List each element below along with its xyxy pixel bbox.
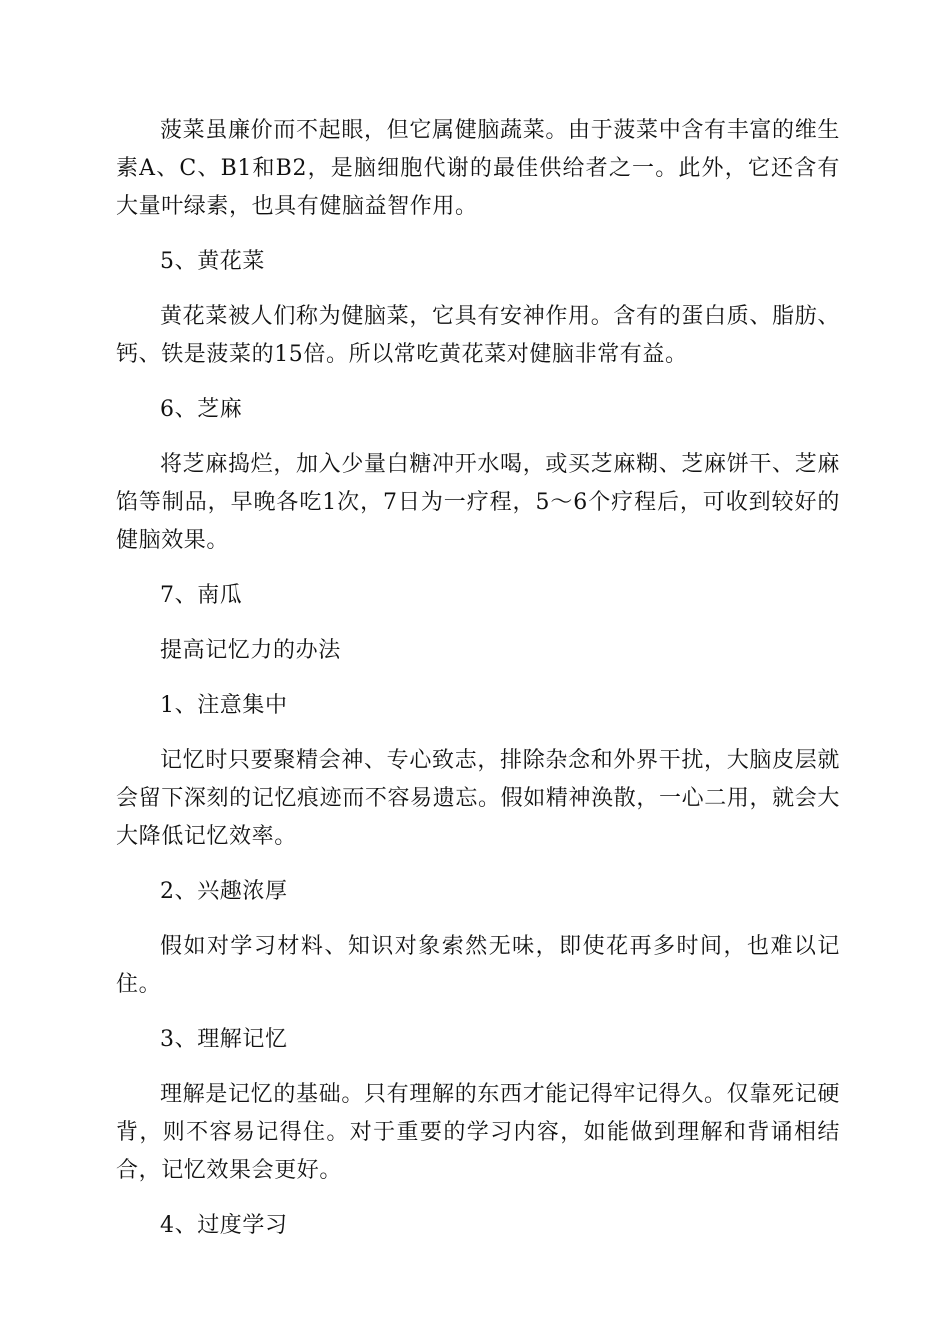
paragraph-gap: [116, 615, 840, 632]
heading-interest: 2、兴趣浓厚: [160, 879, 288, 904]
paragraph-gap: [116, 1004, 840, 1021]
paragraph-gap: [116, 725, 840, 742]
heading-understanding: 3、理解记忆: [160, 1027, 288, 1052]
paragraph-gap: [116, 670, 840, 687]
paragraph-sesame: 将芝麻捣烂，加入少量白糖冲开水喝，或买芝麻糊、芝麻饼干、芝麻馅等制品，早晚各吃1次，7日为一疗程，5～6个疗程后，可收到较好的健脑效果。: [116, 452, 840, 553]
heading-pumpkin: 7、南瓜: [160, 583, 243, 608]
paragraph-gap: [116, 281, 840, 298]
paragraph-gap: [116, 226, 840, 243]
heading-overlearning: 4、过度学习: [160, 1213, 288, 1238]
paragraph-gap: [116, 911, 840, 928]
paragraph-gap: [116, 429, 840, 446]
paragraph-gap: [116, 374, 840, 391]
document-body: [116, 112, 840, 1245]
paragraph-understanding: 理解是记忆的基础。只有理解的东西才能记得牢记得久。仅靠死记硬背，则不容易记得住。对于重要的学习内容，如能做到理解和背诵相结合，记忆效果会更好。: [116, 1082, 840, 1183]
paragraph-concentration: 记忆时只要聚精会神、专心致志，排除杂念和外界干扰，大脑皮层就会留下深刻的记忆痕迹而不容易遗忘。假如精神涣散，一心二用，就会大大降低记忆效率。: [116, 748, 840, 849]
paragraph-spinach: 菠菜虽廉价而不起眼，但它属健脑蔬菜。由于菠菜中含有丰富的维生素A、C、B1和B2，是脑细胞代谢的最佳供给者之一。此外，它还含有大量叶绿素，也具有健脑益智作用。: [116, 118, 840, 219]
heading-concentration: 1、注意集中: [160, 693, 288, 718]
paragraph-gap: [116, 1190, 840, 1207]
heading-daylily: 5、黄花菜: [160, 249, 265, 274]
paragraph-gap: [116, 1059, 840, 1076]
paragraph-daylily: 黄花菜被人们称为健脑菜，它具有安神作用。含有的蛋白质、脂肪、钙、铁是菠菜的15倍。所以常吃黄花菜对健脑非常有益。: [116, 304, 840, 367]
paragraph-gap: [116, 856, 840, 873]
paragraph-gap: [116, 560, 840, 577]
section-title-memory-methods: 提高记忆力的办法: [160, 638, 341, 663]
paragraph-interest: 假如对学习材料、知识对象索然无味，即使花再多时间，也难以记住。: [116, 934, 840, 997]
heading-sesame: 6、芝麻: [160, 397, 243, 422]
